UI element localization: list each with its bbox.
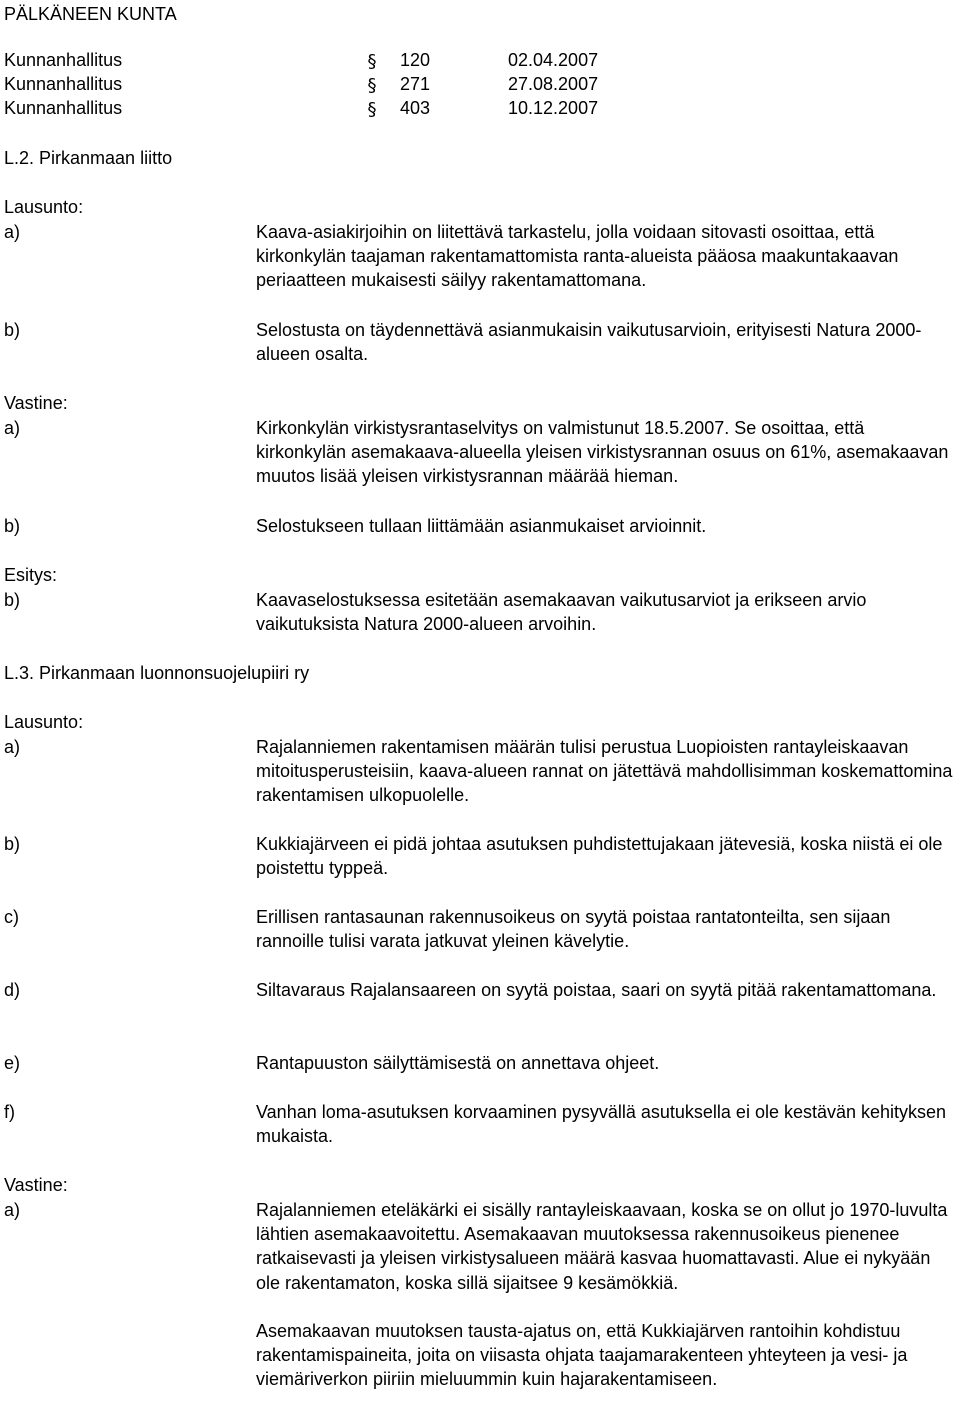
item-text: Kaavaselostuksessa esitetään asemakaavan vaikutusarviot ja erikseen arvio vaikutuksista Natura 2000-alueen arvoihin. [256, 590, 867, 635]
vastine-heading: Vastine: [4, 393, 68, 413]
paragraph-mark-icon [360, 96, 384, 120]
section-title: L.3. Pirkanmaan luonnonsuojelupiiri ry [4, 663, 310, 683]
meeting-number: 271 [400, 74, 431, 94]
meeting-date: 02.04.2007 [508, 50, 599, 70]
meeting-body: Kunnanhallitus [4, 74, 123, 94]
meeting-body: Kunnanhallitus [4, 98, 123, 118]
vastine-heading: Vastine: [4, 1175, 68, 1195]
lausunto-heading: Lausunto: [4, 712, 84, 732]
section-title: L.2. Pirkanmaan liitto [4, 148, 173, 168]
item-text: Siltavaraus Rajalansaareen on syytä poistaa, saari on syytä pitää rakentamattomana. [256, 980, 937, 1000]
item-letter: b) [4, 516, 21, 536]
item-letter: b) [4, 590, 21, 610]
item-letter: a) [4, 418, 21, 438]
organization-name: PÄLKÄNEEN KUNTA [4, 4, 177, 24]
svg-text:§: § [367, 99, 377, 120]
item-text: Rantapuuston säilyttämisestä on annettava ohjeet. [256, 1053, 660, 1073]
item-letter: d) [4, 980, 21, 1000]
item-text: Vanhan loma-asutuksen korvaaminen pysyvällä asutuksella ei ole kestävän kehityksen mukaista. [256, 1102, 947, 1147]
item-text: Erillisen rantasaunan rakennusoikeus on syytä poistaa rantatonteilta, sen sijaan rannoille tulisi varata jatkuvat yleinen kävelytie. [256, 907, 891, 952]
svg-text:§: § [367, 51, 377, 72]
item-text: Selostukseen tullaan liittämään asianmukaiset arvioinnit. [256, 516, 707, 536]
lausunto-heading: Lausunto: [4, 197, 84, 217]
meeting-number: 403 [400, 98, 431, 118]
paragraph-mark-icon [360, 48, 384, 72]
item-letter: e) [4, 1053, 21, 1073]
item-letter: b) [4, 834, 21, 854]
item-text: Selostusta on täydennettävä asianmukaisin vaikutusarvioin, erityisesti Natura 2000-alueen osalta. [256, 320, 922, 365]
meeting-date: 10.12.2007 [508, 98, 599, 118]
item-text: Kaava-asiakirjoihin on liitettävä tarkastelu, jolla voidaan sitovasti osoittaa, että kirkonkylän taajaman rakentamattomista ranta-alueista pääosa maakuntakaavan periaatteen mukaisesti säilyy rakentamattomana. [256, 222, 899, 291]
item-text: Rajalanniemen eteläkärki ei sisälly rantayleiskaavaan, koska se on ollut jo 1970-luvulta lähtien asemakaavoitettu. Asemakaavan muutoksessa rakennusoikeus pienenee ratkaisevasti ja yleisen virkistysalueen määrä kasvaa huomattavasti. Alue ei nykyään ole rakentamaton, koska sillä sijaitsee 9 kesämökkiä. [256, 1200, 948, 1293]
item-letter: a) [4, 737, 21, 757]
item-letter: b) [4, 320, 21, 340]
paragraph-mark-icon [360, 72, 384, 96]
item-letter: c) [4, 907, 19, 927]
meeting-number: 120 [400, 50, 431, 70]
meeting-date: 27.08.2007 [508, 74, 599, 94]
svg-text:§: § [367, 75, 377, 96]
item-letter: a) [4, 222, 21, 242]
item-letter: f) [4, 1102, 15, 1122]
item-text: Kirkonkylän virkistysrantaselvitys on valmistunut 18.5.2007. Se osoittaa, että kirkonkylän asemakaava-alueella yleisen virkistysrannan osuus on 61%, asemakaavan muutos lisää yleisen virkistysrannan määrää hieman. [256, 418, 949, 487]
esitys-heading: Esitys: [4, 565, 58, 585]
item-letter: a) [4, 1200, 21, 1220]
item-text: Rajalanniemen rakentamisen määrän tulisi perustua Luopioisten rantayleiskaavan mitoitusperusteisiin, kaava-alueen rannat on jätettävä mahdollisimman koskemattomina rakentamisen ulkopuolelle. [256, 737, 953, 806]
meeting-body: Kunnanhallitus [4, 50, 123, 70]
item-text-continued: Asemakaavan muutoksen tausta-ajatus on, että Kukkiajärven rantoihin kohdistuu rakentamispaineita, joita on viisasta ohjata taajamarakenteen yhteyteen ja vesi- ja viemäriverkon piiriin mieluummin kuin hajarakentamiseen. [256, 1321, 908, 1390]
item-text: Kukkiajärveen ei pidä johtaa asutuksen puhdistettujakaan jätevesiä, koska niistä ei ole poistettu typpeä. [256, 834, 943, 879]
